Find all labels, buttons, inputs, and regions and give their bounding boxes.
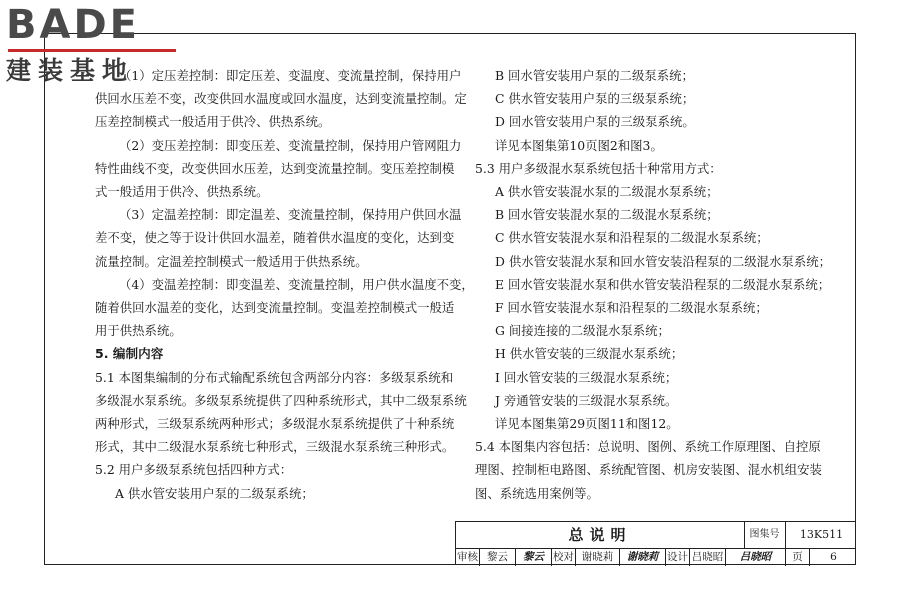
atlas-number: 13K511: [799, 528, 844, 541]
title-block: [455, 521, 856, 565]
left-text-column: [95, 64, 474, 505]
logo-brand: BADE: [6, 2, 140, 48]
designer-name: 吕晓昭: [690, 548, 726, 566]
right-text-column: [475, 64, 832, 505]
text-line: （3）定温差控制：即定温差、变流量控制，保持用户供回水温: [119, 207, 462, 223]
text-line: A 供水管安装用户泵的二级泵系统；: [115, 485, 314, 501]
text-line: 压差控制模式一般适用于供冷、供热系统。: [95, 114, 331, 130]
text-line: G 间接连接的二级混水泵系统；: [495, 323, 670, 339]
designer-signature: 吕晓昭: [726, 548, 786, 566]
text-line: （1）定压差控制：即定压差、变温度、变流量控制，保持用户: [119, 68, 462, 83]
text-line: 差不变，使之等于设计供回水温差，随着供水温度的变化，达到变: [95, 230, 455, 246]
text-line: 5.4 本图集内容包括：总说明、图例、系统工作原理图、自控原: [475, 439, 821, 455]
text-line: I 回水管安装的三级混水泵系统；: [495, 369, 678, 385]
reviewer-signature: 黎云: [516, 548, 552, 566]
check-label: 校对: [552, 548, 576, 566]
text-line: 流量控制。定温差控制模式一般适用于供热系统。: [95, 253, 368, 269]
text-line: D 回水管安装用户泵的三级泵系统。: [495, 114, 695, 130]
text-line: 随着供回水温差的变化，达到变流量控制。变温差控制模式一般适: [95, 300, 455, 316]
text-line: 形式，其中二级混水泵系统七种形式，三级混水泵系统三种形式。: [95, 439, 455, 455]
text-line: 图、系统选用案例等。: [475, 485, 599, 501]
text-line: H 供水管安装的三级混水泵系统；: [495, 346, 684, 362]
logo-rule: [8, 49, 176, 52]
text-line: （4）变温差控制：即变温差、变流量控制，用户供水温度不变，: [119, 276, 474, 292]
text-line: 5.3 用户多级混水泵系统包括十种常用方式：: [475, 160, 722, 176]
checker-signature: 谢晓莉: [620, 548, 666, 566]
review-label: 审核: [456, 548, 480, 566]
checker-name: 谢晓莉: [576, 548, 620, 566]
text-line: A 供水管安装混水泵的二级混水泵系统；: [495, 184, 719, 200]
atlas-number-label: 图集号: [744, 522, 786, 548]
text-line: C 供水管安装用户泵的三级泵系统；: [495, 91, 695, 107]
text-line: 详见本图集第29页图11和图12。: [495, 416, 679, 432]
text-line: F 回水管安装混水泵和沿程泵的二级混水泵系统；: [495, 300, 768, 316]
text-line: 用于供热系统。: [95, 323, 182, 339]
section-heading: 5. 编制内容: [95, 346, 164, 362]
text-line: 理图、控制柜电路图、系统配管图、机房安装图、混水机组安装: [475, 462, 822, 478]
text-line: C 供水管安装混水泵和沿程泵的二级混水泵系统；: [495, 230, 769, 246]
text-line: E 回水管安装混水泵和供水管安装沿程泵的二级混水泵系统；: [495, 276, 831, 292]
title-block-row-bottom: [456, 548, 856, 566]
page-number: 6: [830, 551, 837, 563]
text-line: 详见本图集第10页图2和图3。: [495, 137, 663, 153]
design-label: 设计: [666, 548, 690, 566]
text-line: 5.2 用户多级泵系统包括四种方式：: [95, 462, 293, 478]
text-line: 多级混水泵系统。多级泵系统提供了四种系统形式，其中二级泵系统: [95, 392, 467, 408]
page-label: 页: [786, 548, 810, 566]
text-line: 特性曲线不变，改变供回水压差，达到变流量控制。变压差控制模: [95, 160, 455, 176]
text-line: （2）变压差控制：即变压差、变流量控制，保持用户管网阻力: [119, 137, 462, 153]
text-line: 两种形式，三级泵系统两种形式；多级混水泵系统提供了十种系统: [95, 416, 455, 432]
text-line: 式一般适用于供冷、供热系统。: [95, 184, 269, 200]
title-block-row-top: [456, 522, 856, 549]
text-line: B 回水管安装混水泵的二级混水泵系统；: [495, 207, 719, 223]
drawing-title: 总说明: [456, 522, 745, 548]
text-line: D 供水管安装混水泵和回水管安装沿程泵的二级混水泵系统；: [495, 253, 832, 269]
text-line: B 回水管安装用户泵的二级泵系统；: [495, 68, 694, 83]
text-line: 5.1 本图集编制的分布式输配系统包含两部分内容：多级泵系统和: [95, 369, 454, 385]
text-line: J 旁通管安装的三级混水泵系统。: [495, 392, 678, 408]
text-line: 供回水压差不变，改变供回水温度或回水温度，达到变流量控制。定: [95, 91, 467, 107]
logo-subtitle: 建装基地: [6, 56, 135, 85]
reviewer-name: 黎云: [480, 548, 516, 566]
